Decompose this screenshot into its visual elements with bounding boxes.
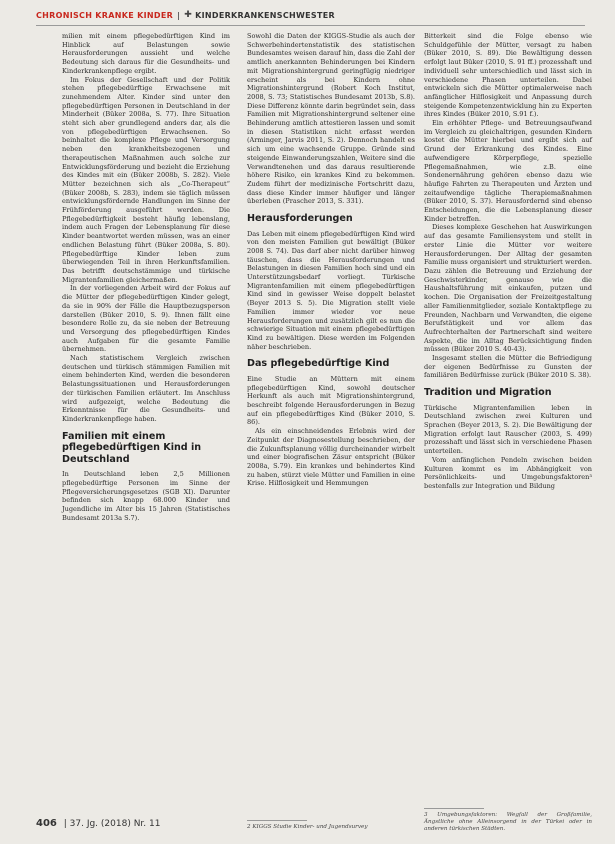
paragraph: Vom anfänglichen Pendeln zwischen beiden Kulturen kommt es im Abhängigkeit von Persönlichkeits- und Umgebungsfaktoren³ bestenfalls zur Integration und Bildung [424, 455, 592, 490]
footnote-block [247, 816, 415, 831]
page-footer [36, 818, 160, 829]
header-journal-label: KINDERKRANKENSCHWESTER [195, 10, 335, 20]
header-section-label: CHRONISCH KRANKE KINDER [36, 10, 174, 20]
footnote-rule [424, 808, 484, 809]
footnote: 2 KIGGS Studie Kinder- und Jugendsurvey [247, 824, 368, 830]
paragraph: Nach statistischem Vergleich zwischen deutschen und türkisch stämmigen Familien mit einem behinderten Kind, werden die besonderen Belastungssituationen und Herausforderungen der türkischen Familien erläutert. Im Anschluss wird aufgezeigt, welche Bedeutung die Erkenntnisse für die Gesundheits- und Kinderkrankenpflege haben. [62, 354, 230, 423]
footnote-block [424, 804, 592, 833]
footnote-rule [247, 820, 307, 821]
footnote: 3 Umgebungsfaktoren: Wegfall der Großfamilie, Ängstliche ohne Alleinsorgend in der Türkei oder in anderen türkischen Städten. [424, 812, 592, 832]
paragraph: Im Fokus der Gesellschaft und der Politik stehen pflegebedürftige Erwachsene mit zunehmendem Alter. Kinder sind unter den pflegebedürftigen Personen in Deutschland in der Minderheit (Büker 2008a, S. 77). Ihre Situation steht sich aber grundlegend anders dar, als die von pflegebedürftigen Erwachsenen. So beinhaltet die komplexe Pflege und Versorgung neben den krankheitsbezogenen und therapeutischen Maßnahmen auch solche zur Entwicklungsförderung und bezieht die Erziehung des Kindes mit ein (Büker 2008b, S. 282). Viele Mütter bezeichnen sich als „Co-Therapeut“ (Büker 2008b, S. 283), indem sie täglich müssen entwicklungsfördernde Handlungen im Sinne der Frühförderung ausgeführt werden. Die Pflegebedürftigkeit besteht häufig lebenslang, indem auch Fragen der Lebensplanung für diese Kinder beantwortet werden müssen, was an einer endlichen Belastung führt (Büker 2008a, S. 80). Pflegebedürftige Kinder leben zum überwiegenden Teil in ihren Herkunftsfamilien. Das betrifft deutschstämmige und türkische Migrantenfamilien gleichermaßen. [62, 75, 230, 284]
section-heading: Herausforderungen [247, 213, 353, 225]
column-2 [247, 32, 415, 832]
issue-info: | 37. Jg. (2018) Nr. 11 [63, 819, 161, 829]
running-header [36, 6, 335, 24]
paragraph: Bitterkeit sind die Folge ebenso wie Schuldgefühle der Mütter, versagt zu haben (Büker 2010, S. 89). Die Bewältigung dessen erfolgt laut Büker (2010, S. 91 ff.) prozesshaft und individuell sehr unterschiedlich und lässt sich in verschiedene Phasen unterteilen. Dabei entwickeln sich die Mütter optimalerweise nach anfänglicher Hilflosigkeit und Anpassung durch steigende Kompetenzentwicklung hin zu Experten ihres Kindes (Büker 2010, S.91 f.). [424, 32, 592, 119]
page-number: 406 [36, 818, 57, 829]
section-heading: Tradition und Migration [424, 387, 552, 399]
paragraph: In der vorliegenden Arbeit wird der Fokus auf die Mütter der pflegebedürftigen Kinder gelegt, da sie in 90% der Fälle die Hauptbezugsperson darstellen (Büker 2010, S. 9). Ihnen fällt eine besondere Rolle zu, da sie neben der Betreuung und Versorgung des pflegebedürftigen Kindes auch Aufgaben für die gesamte Familie übernehmen. [62, 284, 230, 354]
paragraph: Eine Studie an Müttern mit einem pflegebedürftigen Kind, sowohl deutscher Herkunft als auch mit Migrationshintergrund, beschreibt folgende Herausforderungen in Bezug auf ein pflegebedürftiges Kind (Büker 2010, S. 86). [247, 374, 415, 427]
paragraph: Sowohl die Daten der KIGGS-Studie als auch der Schwerbehindertenstatistik des statistischen Bundesamtes weisen darauf hin, dass die Zahl der amtlich anerkannten Behinderungen bei Kindern mit Migrationshintergrund geringfügig niedriger erscheint als bei Kindern ohne Migrationshintergrund (Robert Koch Institut, 2008, S. 73; Statistisches Bundesamt 2013b, S.8). Diese Differenz könnte darin begründet sein, dass Familien mit Migrationshintergrund seltener eine Behinderung amtlich attestieren lassen und somit in diesen Statistiken nicht erfasst werden (Arminger, Jarvis 2011, S. 2). Dennoch handelt es sich um eine wachsende Gruppe. Gründe sind steigende Einwanderungszahlen, Weitere sind die Verwandtenehen und das daraus resultierende höhere Risiko, ein krankes Kind zu bekommen. Zudem führt der medizinische Fortschritt dazu, dass diese Kinder immer häufiger und länger überleben (Prascher 2013, S. 331). [247, 32, 415, 206]
paragraph: Ein erhöhter Pflege- und Betreuungsaufwand im Vergleich zu gleichaltrigen, gesunden Kindern kostet die Mütter hierbei und ergibt sich auf Grund der Erkrankung des Kindes. Eine aufwendigere Körperpflege, spezielle Pflegemaßnahmen, wie z.B. eine Sondenernährung gehören ebenso dazu wie häufige Fahrten zu Therapeuten und Ärzten und zeitaufwendige tägliche Therapiemaßnahmen (Büker 2010, S. 37). Herausfordernd sind ebenso Entscheidungen, die die Lebensplanung dieser Kinder betreffen. [424, 119, 592, 223]
header-rule [36, 25, 585, 26]
paragraph: Als ein einschneidendes Erlebnis wird der Zeitpunkt der Diagnosestellung beschrieben, der die Zukunftsplanung völlig durcheinander wirbelt und einer biografischen Zäsur entspricht (Büker 2008a, S.79). Ein krankes und behindertes Kind zu haben, stürzt viele Mütter und Familien in eine Krise. Hilflosigkeit und Hemmungen [247, 427, 415, 488]
paragraph: Das Leben mit einem pflegebedürftigen Kind wird von den meisten Familien gut bewältigt (Büker 2008 S. 74). Das darf aber nicht darüber hinweg täuschen, dass die Herausforderungen und Belastungen in diesen Familien hoch sind und ein Unterstützungsbedarf vorliegt. Türkische Migrantenfamilien mit einem pflegebedürftigen Kind sind in gewisser Weise doppelt belastet (Beyer 2013 S. 5). Die Migration stellt viele Familien immer wieder vor neue Herausforderungen und zusätzlich gilt es nun die schwierige Situation mit einem pflegebedürftigen Kind zu bewältigen. Diese werden im Folgenden näher beschrieben. [247, 229, 415, 351]
section-heading: Familien mit einem pflegebedürftigen Kind in Deutschland [62, 430, 202, 465]
section-heading: Das pflegebedürftige Kind [247, 358, 390, 370]
column-3 [424, 32, 592, 832]
column-1 [62, 32, 230, 522]
header-separator: | [177, 10, 181, 20]
paragraph: Türkische Migrantenfamilien leben in Deutschland zwischen zwei Kulturen und Sprachen (Beyer 2013, S. 2). Die Bewältigung der Migration erfolgt laut Rauscher (2003, S. 499) prozesshaft und lässt sich in verschiedene Phasen unterteilen. [424, 403, 592, 456]
paragraph: In Deutschland leben 2,5 Millionen pflegebedürftige Personen im Sinne der Pflegeversicherungsgesetzes (SGB XI). Darunter befinden sich knapp 68.000 Kinder und Jugendliche im Alter bis 15 Jahren (Statistisches Bundesamt 2013a S.7). [62, 470, 230, 522]
paragraph: Insgesamt stellen die Mütter die Befriedigung der eigenen Bedürfnisse zu Gunsten der familiären Bedürfnisse zurück (Büker 2010 S. 38). [424, 354, 592, 380]
paragraph: milien mit einem pflegebedürftigen Kind im Hinblick auf Belastungen sowie Herausforderungen aussieht und welche Bedeutung sich daraus für die Gesundheits- und Kinderkrankenpflege ergibt. [62, 32, 230, 75]
paragraph: Dieses komplexe Geschehen hat Auswirkungen auf das gesamte Familiensystem und stellt in erster Linie die Mütter vor weitere Herausforderungen. Der Alltag der gesamten Familie muss organisiert und strukturiert werden. Dazu zählen die Betreuung und Erziehung der Geschwisterkinder, genauso wie die Haushaltsführung mit einkaufen, putzen und kochen. Die Organisation der Freizeitgestaltung aller Familienmitglieder, soziale Kontaktpflege zu Freunden, Nachbarn und Verwandten, die eigene Berufstätigkeit und vor allem das Aufrechterhalten der Partnerschaft sind weitere Aspekte, die im Alltag Berücksichtigung finden müssen (Büker 2010 S. 40-43). [424, 223, 592, 354]
ward-icon: ✚ [184, 10, 193, 20]
